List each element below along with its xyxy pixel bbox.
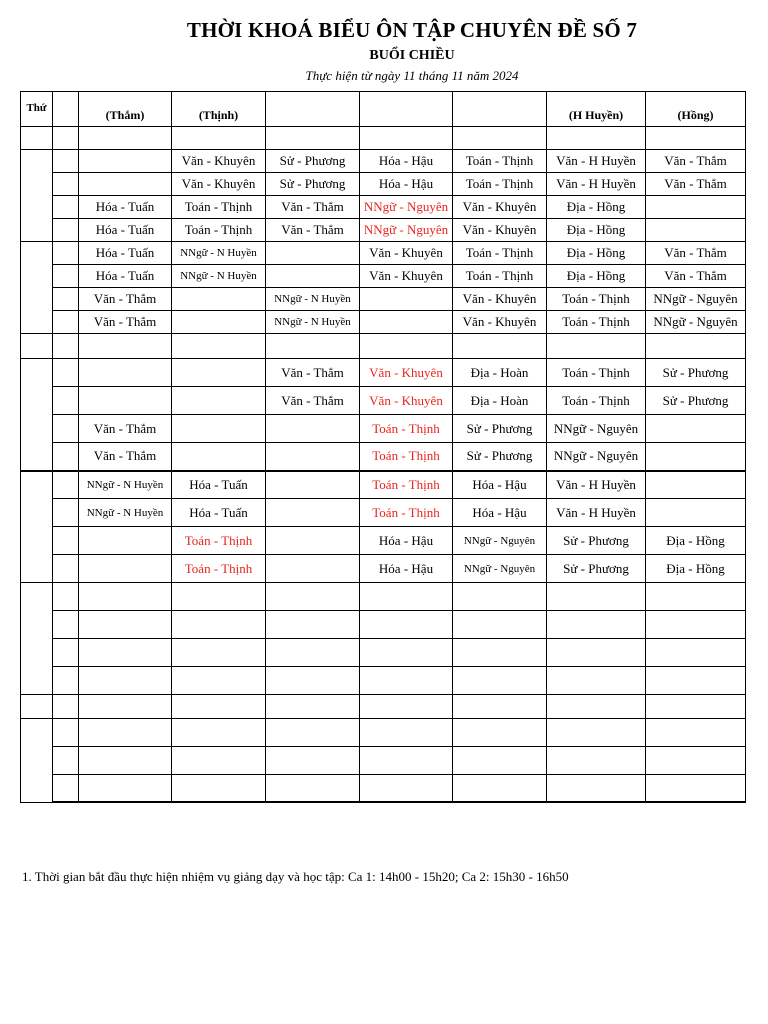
schedule-cell xyxy=(79,359,172,387)
document-title: THỜI KHOÁ BIỂU ÔN TẬP CHUYÊN ĐỀ SỐ 7 xyxy=(186,18,638,42)
schedule-cell xyxy=(172,387,266,415)
schedule-cell: Toán - Thịnh xyxy=(172,527,266,555)
period-cell xyxy=(53,127,79,150)
period-cell xyxy=(53,667,79,695)
schedule-cell xyxy=(172,775,266,802)
table-row xyxy=(21,471,746,499)
schedule-cell xyxy=(453,127,547,150)
schedule-cell: Văn - Thắm xyxy=(266,219,360,242)
schedule-cell xyxy=(453,334,547,359)
period-cell xyxy=(53,555,79,583)
session-label: BUỔI CHIỀU xyxy=(369,48,455,63)
schedule-cell xyxy=(266,443,360,471)
schedule-cell xyxy=(646,802,746,803)
schedule-cell: Sử - Phương xyxy=(547,527,646,555)
schedule-cell: Văn - H Huyền xyxy=(547,173,646,196)
day-cell xyxy=(21,359,53,471)
schedule-cell: NNgữ - Nguyên xyxy=(547,443,646,471)
table-row xyxy=(21,527,746,555)
table-row xyxy=(21,695,746,719)
table-row xyxy=(21,265,746,288)
schedule-cell: NNgữ - N Huyền xyxy=(79,499,172,527)
table-row xyxy=(21,359,746,387)
table-row xyxy=(21,719,746,747)
period-cell xyxy=(53,219,79,242)
schedule-cell xyxy=(266,471,360,499)
schedule-cell xyxy=(172,359,266,387)
schedule-cell xyxy=(360,747,453,775)
schedule-cell xyxy=(360,775,453,802)
schedule-cell: NNgữ - Nguyên xyxy=(646,311,746,334)
table-row xyxy=(21,747,746,775)
schedule-cell: NNgữ - Nguyên xyxy=(547,415,646,443)
schedule-cell xyxy=(172,802,266,803)
schedule-cell xyxy=(79,173,172,196)
schedule-cell: Văn - Thắm xyxy=(646,150,746,173)
schedule-cell xyxy=(547,127,646,150)
schedule-cell: Hóa - Hậu xyxy=(360,555,453,583)
schedule-cell: Toán - Thịnh xyxy=(453,173,547,196)
schedule-cell xyxy=(172,127,266,150)
period-cell xyxy=(53,288,79,311)
schedule-cell: Hóa - Tuấn xyxy=(79,196,172,219)
period-cell xyxy=(53,311,79,334)
period-cell xyxy=(53,695,79,719)
schedule-cell xyxy=(453,667,547,695)
schedule-cell: Địa - Hồng xyxy=(646,527,746,555)
schedule-cell xyxy=(547,775,646,802)
period-cell xyxy=(53,173,79,196)
schedule-cell xyxy=(547,747,646,775)
schedule-cell: Toán - Thịnh xyxy=(453,265,547,288)
schedule-cell xyxy=(172,667,266,695)
table-row xyxy=(21,288,746,311)
schedule-cell xyxy=(266,583,360,611)
schedule-cell xyxy=(547,802,646,803)
table-row xyxy=(21,499,746,527)
schedule-cell xyxy=(453,775,547,802)
period-cell xyxy=(53,150,79,173)
schedule-cell xyxy=(547,719,646,747)
schedule-cell xyxy=(172,288,266,311)
schedule-cell xyxy=(79,667,172,695)
schedule-cell: Hóa - Hậu xyxy=(453,471,547,499)
schedule-cell xyxy=(266,265,360,288)
schedule-cell: Văn - H Huyền xyxy=(547,471,646,499)
schedule-cell: Văn - H Huyền xyxy=(547,150,646,173)
schedule-cell xyxy=(79,611,172,639)
schedule-cell xyxy=(646,127,746,150)
schedule-cell xyxy=(646,196,746,219)
schedule-cell xyxy=(266,611,360,639)
schedule-cell: Toán - Thịnh xyxy=(547,288,646,311)
table-row xyxy=(21,583,746,611)
period-cell xyxy=(53,527,79,555)
schedule-cell xyxy=(646,443,746,471)
schedule-cell xyxy=(266,747,360,775)
schedule-cell: Toán - Thịnh xyxy=(547,359,646,387)
schedule-cell xyxy=(453,639,547,667)
schedule-cell xyxy=(646,667,746,695)
class-header-4 xyxy=(360,92,453,127)
schedule-cell xyxy=(646,639,746,667)
schedule-cell: Hóa - Hậu xyxy=(360,173,453,196)
schedule-cell: Hóa - Hậu xyxy=(453,499,547,527)
schedule-cell: Hóa - Tuấn xyxy=(79,219,172,242)
schedule-cell xyxy=(453,719,547,747)
schedule-cell: Văn - Thắm xyxy=(266,359,360,387)
schedule-cell xyxy=(360,639,453,667)
schedule-cell xyxy=(453,802,547,803)
schedule-cell xyxy=(79,719,172,747)
schedule-cell: Sử - Phương xyxy=(453,415,547,443)
schedule-cell: Địa - Hồng xyxy=(547,219,646,242)
table-row xyxy=(21,173,746,196)
schedule-cell: Văn - Thắm xyxy=(79,443,172,471)
schedule-cell: NNgữ - N Huyền xyxy=(172,265,266,288)
schedule-cell xyxy=(266,242,360,265)
schedule-cell: Văn - Thắm xyxy=(646,173,746,196)
schedule-cell: NNgữ - Nguyên xyxy=(360,196,453,219)
period-cell xyxy=(53,242,79,265)
schedule-cell: Văn - Thắm xyxy=(266,387,360,415)
schedule-cell: Toán - Thịnh xyxy=(172,555,266,583)
table-row xyxy=(21,775,746,802)
schedule-cell xyxy=(79,334,172,359)
schedule-cell: Sử - Phương xyxy=(646,359,746,387)
schedule-cell: Văn - Khuyên xyxy=(453,288,547,311)
schedule-cell xyxy=(266,775,360,802)
footer-note: 1. Thời gian bắt đầu thực hiện nhiệm vụ giảng dạy và học tập: Ca 1: 14h00 - 15h20; Ca 2: 15h30 - 16h50 xyxy=(22,869,569,884)
class-header-5 xyxy=(453,92,547,127)
period-cell xyxy=(53,387,79,415)
schedule-cell xyxy=(646,499,746,527)
class-header-3 xyxy=(266,92,360,127)
period-cell xyxy=(53,747,79,775)
schedule-cell: Văn - Khuyên xyxy=(453,196,547,219)
class-header-2: (Thịnh) xyxy=(172,92,266,127)
day-cell xyxy=(21,583,53,695)
timetable xyxy=(20,91,746,803)
schedule-cell xyxy=(646,695,746,719)
schedule-cell: Văn - Khuyên xyxy=(360,265,453,288)
period-cell xyxy=(53,334,79,359)
schedule-cell xyxy=(172,611,266,639)
schedule-cell xyxy=(266,555,360,583)
schedule-cell: Văn - H Huyền xyxy=(547,499,646,527)
schedule-cell: Văn - Khuyên xyxy=(360,242,453,265)
schedule-cell xyxy=(172,719,266,747)
schedule-cell xyxy=(266,127,360,150)
schedule-cell: Toán - Thịnh xyxy=(547,387,646,415)
schedule-cell: Địa - Hồng xyxy=(547,196,646,219)
period-cell xyxy=(53,415,79,443)
class-header-6: (H Huyền) xyxy=(547,92,646,127)
schedule-cell: Toán - Thịnh xyxy=(360,415,453,443)
schedule-cell xyxy=(547,695,646,719)
schedule-cell xyxy=(547,583,646,611)
day-cell xyxy=(21,695,53,719)
table-row xyxy=(21,219,746,242)
schedule-cell: Toán - Thịnh xyxy=(360,443,453,471)
schedule-cell xyxy=(79,527,172,555)
schedule-cell: Địa - Hoàn xyxy=(453,387,547,415)
period-cell xyxy=(53,359,79,387)
schedule-cell xyxy=(360,311,453,334)
schedule-cell xyxy=(547,334,646,359)
schedule-cell xyxy=(646,415,746,443)
schedule-cell xyxy=(172,695,266,719)
schedule-cell xyxy=(172,415,266,443)
header-period-cell xyxy=(53,92,79,127)
schedule-cell: Văn - Khuyên xyxy=(453,311,547,334)
schedule-cell: NNgữ - N Huyền xyxy=(172,242,266,265)
schedule-cell: NNgữ - Nguyên xyxy=(453,555,547,583)
schedule-cell xyxy=(453,695,547,719)
table-row xyxy=(21,196,746,219)
schedule-cell: Toán - Thịnh xyxy=(360,471,453,499)
date-line: Thực hiện từ ngày 11 tháng 11 năm 2024 xyxy=(305,68,519,83)
schedule-cell: Văn - Khuyên xyxy=(172,173,266,196)
table-row xyxy=(21,667,746,695)
schedule-cell xyxy=(453,611,547,639)
class-header-7: (Hồng) xyxy=(646,92,746,127)
schedule-cell xyxy=(79,695,172,719)
schedule-cell: NNgữ - Nguyên xyxy=(646,288,746,311)
schedule-cell: Toán - Thịnh xyxy=(453,242,547,265)
day-cell xyxy=(21,127,53,150)
schedule-cell xyxy=(79,127,172,150)
schedule-cell: NNgữ - N Huyền xyxy=(79,471,172,499)
schedule-cell xyxy=(79,387,172,415)
schedule-cell xyxy=(646,471,746,499)
period-cell xyxy=(53,499,79,527)
schedule-cell: Toán - Thịnh xyxy=(360,499,453,527)
day-cell xyxy=(21,334,53,359)
schedule-cell: Văn - Thắm xyxy=(266,196,360,219)
schedule-cell xyxy=(360,583,453,611)
schedule-cell xyxy=(266,334,360,359)
schedule-cell: Địa - Hồng xyxy=(547,265,646,288)
schedule-cell: Văn - Khuyên xyxy=(360,387,453,415)
schedule-cell xyxy=(360,719,453,747)
period-cell xyxy=(53,196,79,219)
period-cell xyxy=(53,775,79,802)
schedule-cell: Hóa - Tuấn xyxy=(172,471,266,499)
schedule-cell xyxy=(79,775,172,802)
schedule-cell xyxy=(646,219,746,242)
schedule-cell xyxy=(266,527,360,555)
schedule-cell: Địa - Hồng xyxy=(646,555,746,583)
period-cell xyxy=(53,471,79,499)
schedule-cell xyxy=(453,747,547,775)
schedule-cell: Hóa - Tuấn xyxy=(172,499,266,527)
schedule-cell: Văn - Khuyên xyxy=(453,219,547,242)
schedule-cell xyxy=(547,639,646,667)
schedule-cell xyxy=(646,719,746,747)
schedule-cell: Hóa - Hậu xyxy=(360,527,453,555)
schedule-cell: Hóa - Tuấn xyxy=(79,242,172,265)
table-row xyxy=(21,802,746,803)
schedule-cell xyxy=(172,583,266,611)
table-row xyxy=(21,611,746,639)
schedule-cell xyxy=(266,639,360,667)
schedule-cell xyxy=(79,802,172,803)
schedule-cell xyxy=(360,611,453,639)
schedule-cell xyxy=(266,802,360,803)
schedule-cell xyxy=(172,747,266,775)
day-cell xyxy=(21,242,53,334)
schedule-cell: Văn - Thắm xyxy=(79,415,172,443)
period-cell xyxy=(53,639,79,667)
schedule-cell: Sử - Phương xyxy=(547,555,646,583)
schedule-cell: Toán - Thịnh xyxy=(172,219,266,242)
schedule-cell xyxy=(79,555,172,583)
table-row xyxy=(21,443,746,471)
schedule-cell: Hóa - Hậu xyxy=(360,150,453,173)
schedule-cell xyxy=(547,667,646,695)
schedule-cell: Sử - Phương xyxy=(266,150,360,173)
schedule-cell: Văn - Khuyên xyxy=(172,150,266,173)
schedule-cell xyxy=(266,719,360,747)
schedule-cell xyxy=(266,499,360,527)
table-row xyxy=(21,127,746,150)
schedule-cell xyxy=(172,334,266,359)
day-cell xyxy=(21,719,53,803)
schedule-cell: Sử - Phương xyxy=(646,387,746,415)
day-cell xyxy=(21,471,53,583)
schedule-cell xyxy=(266,695,360,719)
corner-label: Thứ xyxy=(21,92,53,127)
table-row xyxy=(21,555,746,583)
table-row xyxy=(21,387,746,415)
schedule-cell xyxy=(360,667,453,695)
schedule-cell: Văn - Khuyên xyxy=(360,359,453,387)
schedule-cell: Văn - Thắm xyxy=(646,242,746,265)
schedule-cell: NNgữ - Nguyên xyxy=(453,527,547,555)
schedule-cell xyxy=(172,639,266,667)
period-cell xyxy=(53,802,79,803)
schedule-cell: Văn - Thắm xyxy=(79,288,172,311)
schedule-cell xyxy=(646,747,746,775)
schedule-cell: Sử - Phương xyxy=(266,173,360,196)
schedule-cell xyxy=(646,583,746,611)
schedule-cell: NNgữ - N Huyền xyxy=(266,288,360,311)
table-row xyxy=(21,150,746,173)
schedule-cell xyxy=(266,667,360,695)
schedule-cell: Toán - Thịnh xyxy=(172,196,266,219)
schedule-cell xyxy=(646,334,746,359)
schedule-cell xyxy=(453,583,547,611)
schedule-cell xyxy=(266,415,360,443)
schedule-cell xyxy=(79,583,172,611)
table-row xyxy=(21,639,746,667)
table-row xyxy=(21,311,746,334)
schedule-cell: Toán - Thịnh xyxy=(547,311,646,334)
schedule-cell: Hóa - Tuấn xyxy=(79,265,172,288)
schedule-cell xyxy=(360,288,453,311)
schedule-cell xyxy=(172,443,266,471)
table-row xyxy=(21,334,746,359)
schedule-cell xyxy=(646,611,746,639)
period-cell xyxy=(53,719,79,747)
class-header-1: (Thắm) xyxy=(79,92,172,127)
table-row xyxy=(21,242,746,265)
period-cell xyxy=(53,611,79,639)
schedule-cell: Địa - Hồng xyxy=(547,242,646,265)
schedule-cell xyxy=(360,127,453,150)
schedule-cell xyxy=(360,802,453,803)
schedule-cell xyxy=(547,611,646,639)
schedule-cell: Văn - Thắm xyxy=(646,265,746,288)
schedule-cell xyxy=(646,775,746,802)
period-cell xyxy=(53,265,79,288)
schedule-cell xyxy=(360,695,453,719)
period-cell xyxy=(53,443,79,471)
schedule-cell xyxy=(172,311,266,334)
schedule-cell: NNgữ - N Huyền xyxy=(266,311,360,334)
schedule-cell: NNgữ - Nguyên xyxy=(360,219,453,242)
period-cell xyxy=(53,583,79,611)
schedule-cell xyxy=(360,334,453,359)
table-row xyxy=(21,415,746,443)
schedule-cell xyxy=(79,639,172,667)
schedule-cell: Sử - Phương xyxy=(453,443,547,471)
schedule-cell: Toán - Thịnh xyxy=(453,150,547,173)
schedule-cell: Địa - Hoàn xyxy=(453,359,547,387)
schedule-cell xyxy=(79,747,172,775)
schedule-cell xyxy=(79,150,172,173)
schedule-cell: Văn - Thắm xyxy=(79,311,172,334)
day-cell xyxy=(21,150,53,242)
